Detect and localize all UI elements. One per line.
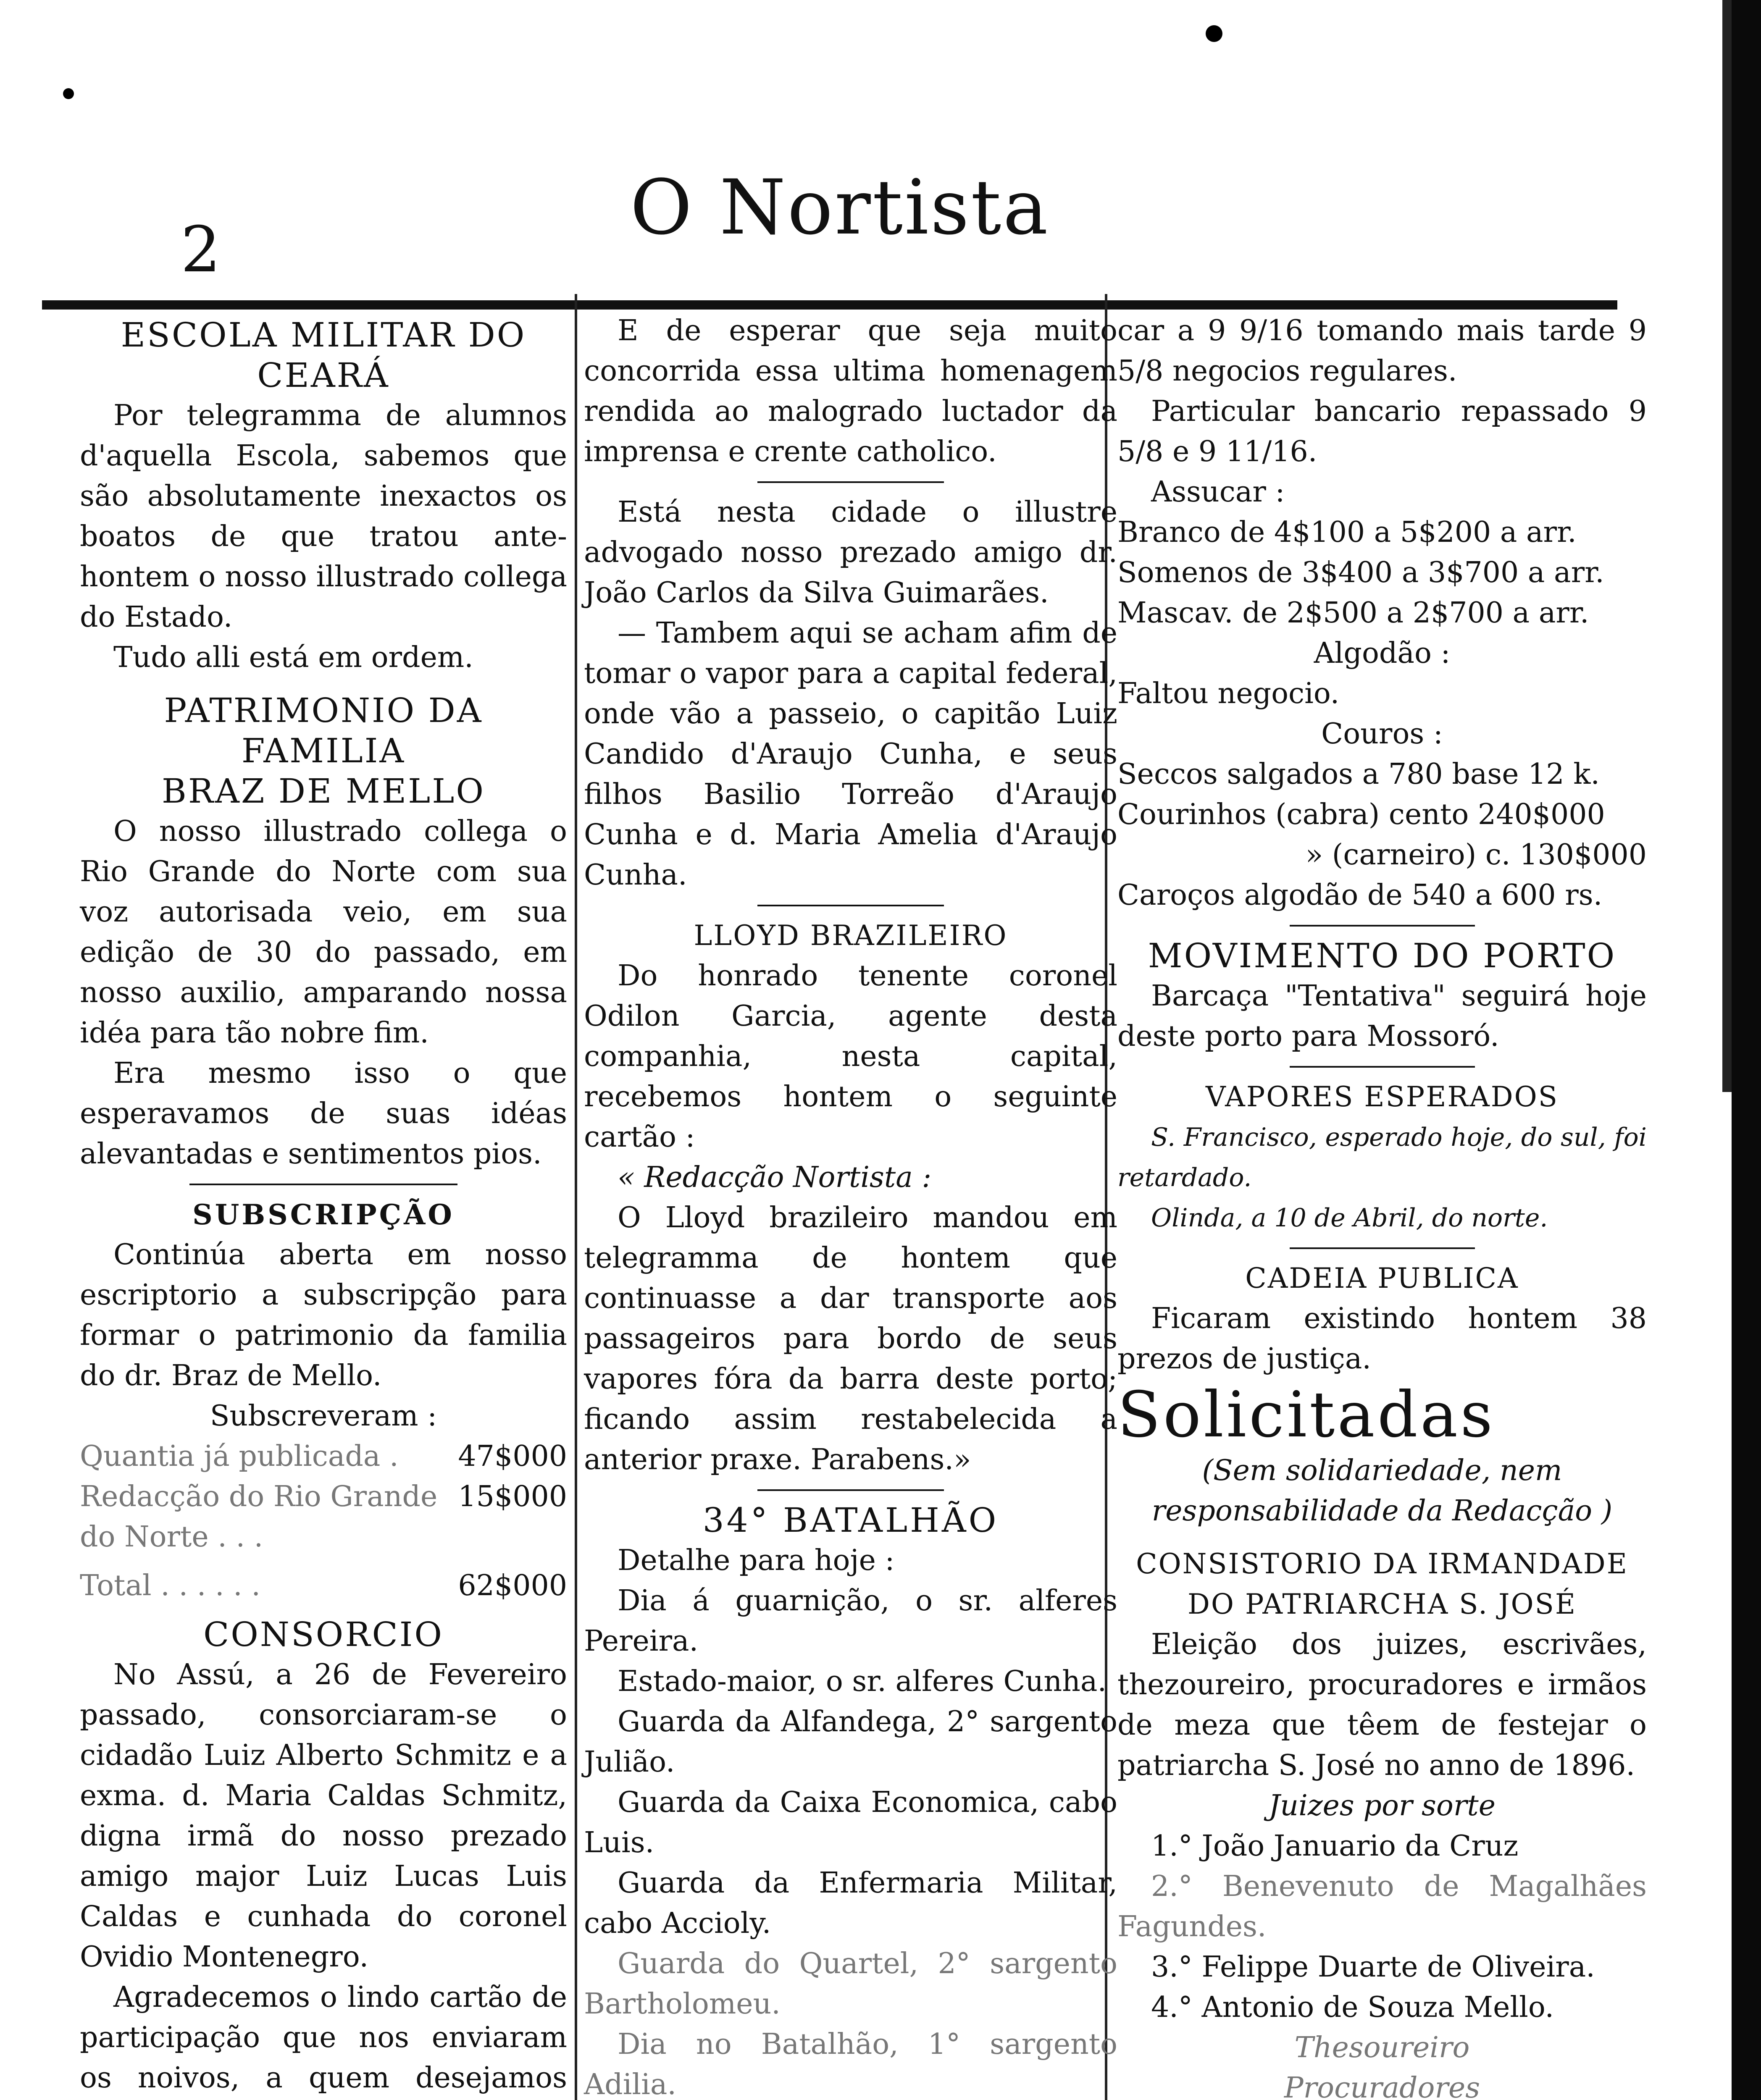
market-line: Courinhos (cabra) cento 240$000 [1117, 798, 1605, 831]
market-text: Particular bancario repassado 9 5/8 e 9 11/16. [1117, 395, 1647, 468]
article-heading: PATRIMONIO DA FAMILIA [164, 691, 483, 770]
separator [1290, 925, 1475, 927]
list-heading: Thesoureiro [1294, 2031, 1470, 2064]
article-body: O nosso illustrado collega o Rio Grande do Norte com sua voz autorisada veio, em sua edição de 30 do passado, em nosso auxilio, amparando nossa idéa para tão nobre fim. [80, 815, 567, 1050]
article-body: Agradecemos o lindo cartão de participação que nos enviaram os noivos, a quem desejamos [80, 1981, 567, 2095]
article-heading: SUBSCRIPÇÃO [192, 1198, 455, 1231]
separator [757, 905, 944, 906]
market-heading: Algodão : [1314, 637, 1451, 670]
separator [1290, 1066, 1475, 1068]
article-body: O Lloyd brazileiro mandou em telegramma de hontem que continuasse a dar transporte aos passageiros para bordo de seus vapores fóra da barra deste porto; ficando assim restabelecida a anterior praxe. Parabens.» [584, 1201, 1117, 1476]
column-divider [575, 294, 577, 2100]
separator [1290, 1247, 1475, 1249]
article-heading: BRAZ DE MELLO [162, 772, 485, 811]
duty-line: Dia á guarnição, o sr. alferes Pereira. [584, 1584, 1117, 1658]
article-body: Detalhe para hoje : [618, 1544, 895, 1577]
duty-line: Guarda do Quartel, 2° sargento Bartholomeu. [584, 1947, 1117, 2021]
article-body: — Tambem aqui se acham afim de tomar o vapor para a capital federal, onde vão a passeio, o capitão Luiz Candido d'Araujo Cunha, e seus filhos Basilio Torreão d'Araujo Cunha e d. Maria Amelia d'Araujo Cunha. [584, 617, 1117, 892]
article-heading: CEARÁ [257, 356, 390, 395]
separator [757, 481, 944, 483]
subscription-total [80, 1566, 567, 1606]
article-heading: MOVIMENTO DO PORTO [1148, 936, 1616, 975]
list-item: 4.° Antonio de Souza Mello. [1151, 1991, 1554, 2024]
article-body: Eleição dos juizes, escrivães, thezoureiro, procuradores e irmãos de meza que têem de festejar o patriarcha S. José no anno de 1896. [1117, 1628, 1647, 1782]
article-body: Do honrado tenente coronel Odilon Garcia, agente desta companhia, nesta capital, recebemos hontem o seguinte cartão : [584, 959, 1117, 1154]
article-body: Olinda, a 10 de Abril, do norte. [1151, 1203, 1548, 1233]
separator [757, 1489, 944, 1491]
article-heading: LLOYD BRAZILEIRO [694, 919, 1008, 952]
market-line: Faltou negocio. [1117, 677, 1340, 710]
article-heading: CADEIA PUBLICA [1245, 1262, 1519, 1294]
subscription-value: 15$000 [458, 1480, 567, 1513]
subscribers-label: Subscreveram : [210, 1399, 437, 1433]
article-body: Barcaça "Tentativa" seguirá hoje deste porto para Mossoró. [1117, 979, 1647, 1053]
article-heading: 34° BATALHÃO [702, 1501, 999, 1540]
article-body: No Assú, a 26 de Fevereiro passado, consorciaram-se o cidadão Luiz Alberto Schmitz e a exma. d. Maria Caldas Schmitz, digna irmã do nosso prezado amigo major Luiz Lucas Luis Caldas e cunhada do coronel Ovidio Montenegro. [80, 1658, 567, 1974]
list-heading: Procuradores [1284, 2071, 1480, 2100]
ink-spot [1206, 25, 1222, 42]
article-body: Era mesmo isso o que esperavamos de suas idéas alevantadas e sentimentos pios. [80, 1057, 567, 1171]
market-line: Branco de 4$100 a 5$200 a arr. [1117, 516, 1577, 549]
article-heading: CONSISTORIO DA IRMANDADE [1136, 1548, 1628, 1580]
list-item: 1.° João Januario da Cruz [1151, 1830, 1519, 1863]
market-line: Somenos de 3$400 a 3$700 a arr. [1117, 556, 1604, 589]
subscription-value: 47$000 [458, 1440, 567, 1473]
page-number: 2 [181, 213, 221, 286]
article-body: Continúa aberta em nosso escriptorio a subscripção para formar o patrimonio da familia do dr. Braz de Mello. [80, 1238, 567, 1392]
market-heading: Assucar : [1151, 475, 1285, 509]
subscription-label: Total . . . . . . [80, 1569, 261, 1602]
article-body: Está nesta cidade o illustre advogado nosso prezado amigo dr. João Carlos da Silva Guimarães. [584, 496, 1117, 609]
market-line: Mascav. de 2$500 a 2$700 a arr. [1117, 596, 1589, 630]
column-1 [80, 311, 567, 2100]
column-3 [1117, 311, 1647, 2100]
article-body: Ficaram existindo hontem 38 prezos de justiça. [1117, 1302, 1647, 1376]
article-body: Por telegramma de alumnos d'aquella Escola, sabemos que são absolutamente inexactos os boatos de que tratou ante-hontem o nosso illustrado collega do Estado. [80, 399, 567, 634]
article-heading: CONSORCIO [203, 1615, 444, 1654]
separator [189, 1184, 457, 1185]
scan-edge [1732, 0, 1761, 2100]
subscription-value: 62$000 [458, 1569, 567, 1602]
duty-line: Dia no Batalhão, 1° sargento Adilia. [584, 2028, 1117, 2100]
article-heading: DO PATRIARCHA S. JOSÉ [1187, 1588, 1577, 1620]
duty-line: Guarda da Enfermaria Militar, cabo Accioly. [584, 1866, 1117, 1940]
market-heading: Couros : [1321, 717, 1443, 751]
market-line: » (carneiro) c. 130$000 [1305, 838, 1647, 872]
market-line: Caroços algodão de 540 a 600 rs. [1117, 879, 1603, 912]
subscription-line [80, 1436, 567, 1477]
article-body: « Redacção Nortista : [618, 1161, 932, 1194]
subscription-label: Redacção do Rio Grande do Norte . . . [80, 1480, 438, 1554]
duty-line: Guarda da Caixa Economica, cabo Luis. [584, 1786, 1117, 1859]
article-heading: VAPORES ESPERADOS [1205, 1081, 1559, 1113]
article-body: E de esperar que seja muito concorrida essa ultima homenagem rendida ao malogrado luctador da imprensa e crente catholico. [584, 314, 1117, 468]
section-subtitle: (Sem solidariedade, nem responsabilidade da Redacção ) [1151, 1454, 1613, 1528]
list-item: 2.° Benevenuto de Magalhães Fagundes. [1117, 1870, 1647, 1943]
article-body: S. Francisco, esperado hoje, do sul, foi retardado. [1117, 1123, 1647, 1192]
article-body: Tudo alli está em ordem. [113, 641, 473, 674]
duty-line: Estado-maior, o sr. alferes Cunha. [618, 1665, 1107, 1698]
subscription-label: Quantia já publicada . [80, 1440, 399, 1473]
list-heading: Juizes por sorte [1269, 1789, 1496, 1822]
market-line: Seccos salgados a 780 base 12 k. [1117, 758, 1600, 791]
section-title: Solicitadas [1117, 1378, 1496, 1452]
market-text: car a 9 9/16 tomando mais tarde 9 5/8 negocios regulares. [1117, 314, 1647, 388]
duty-line: Guarda da Alfandega, 2° sargento Julião. [584, 1705, 1117, 1779]
column-2 [584, 311, 1117, 2100]
subscription-line [80, 1477, 567, 1557]
header-rule [42, 300, 1617, 310]
newspaper-title: O Nortista [630, 164, 1050, 252]
list-item: 3.° Felippe Duarte de Oliveira. [1151, 1950, 1595, 1984]
article-heading: ESCOLA MILITAR DO [121, 315, 526, 354]
ink-spot [63, 88, 74, 99]
scan-edge-inner [1722, 0, 1732, 1092]
